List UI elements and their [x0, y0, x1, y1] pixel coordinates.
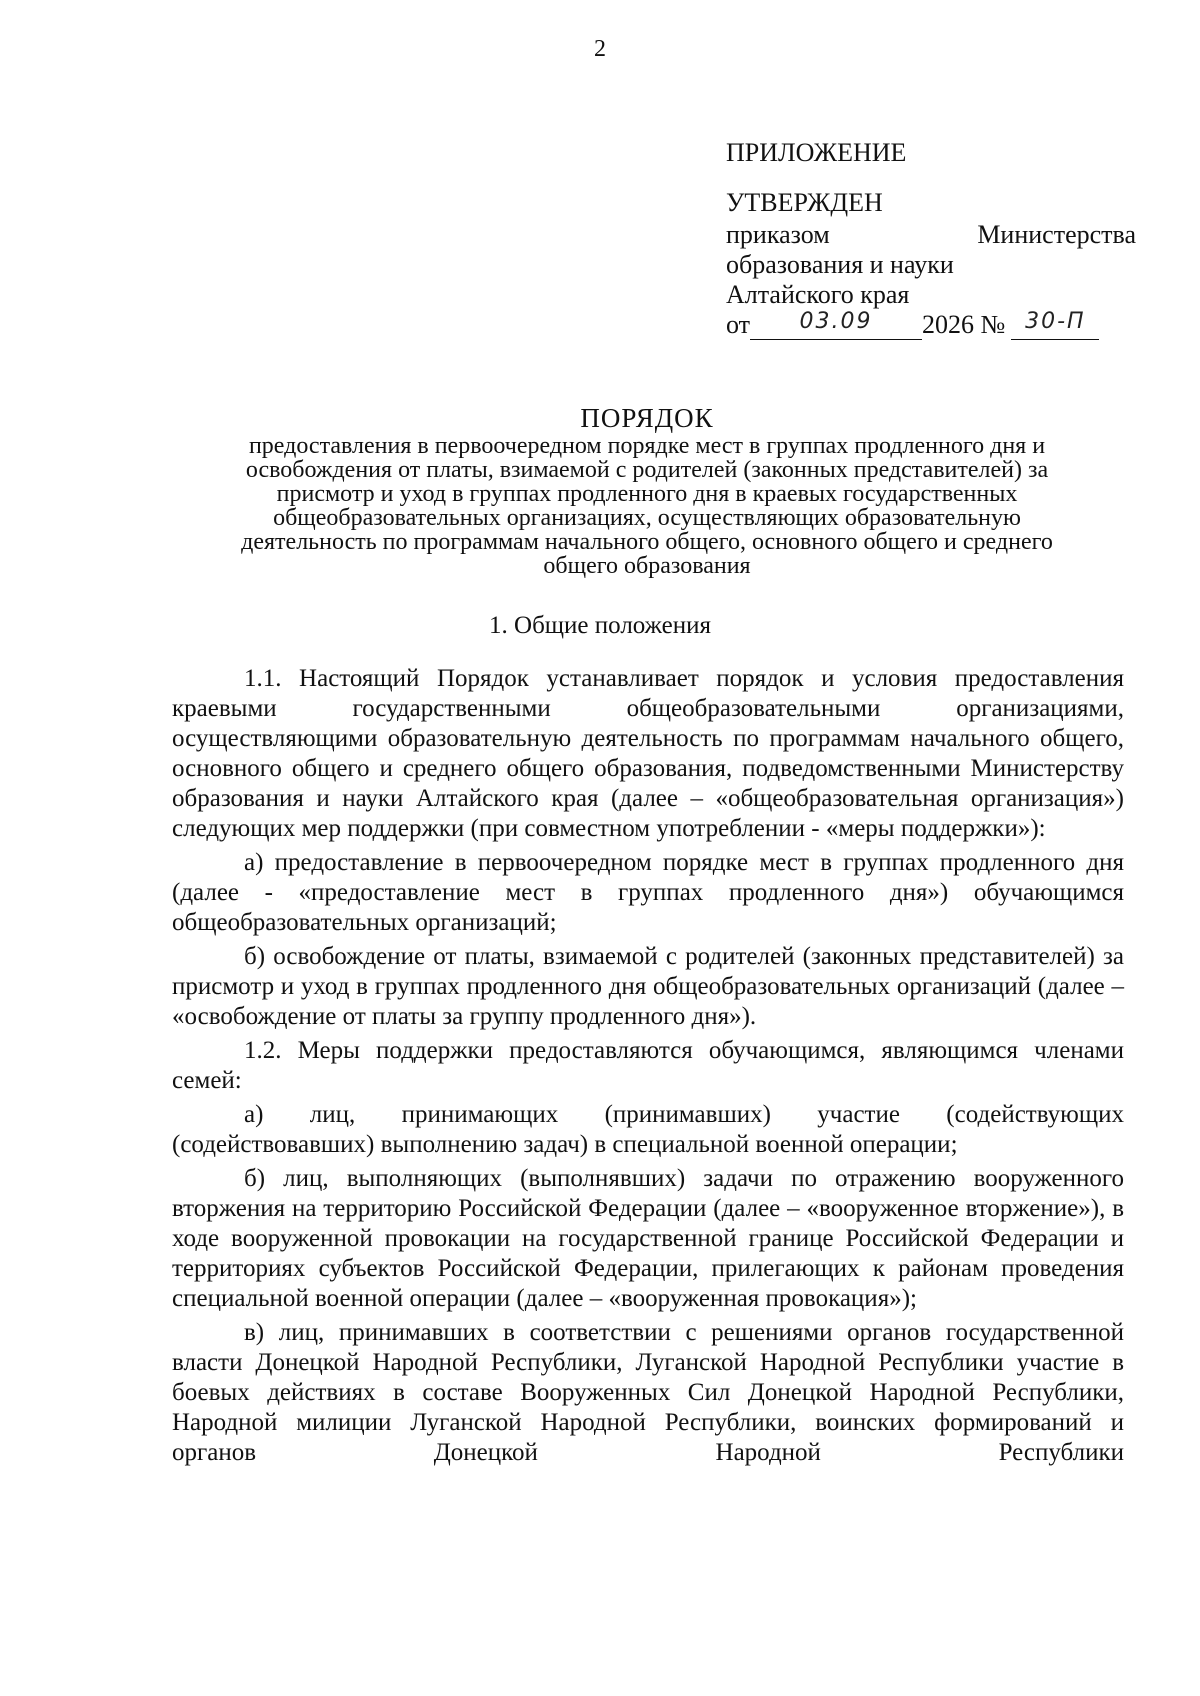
handwritten-number: 30-П [1011, 311, 1099, 340]
section-body [172, 664, 1124, 1472]
order-word: приказом [726, 220, 830, 249]
document-subtitle-line: присмотр и уход в группах продленного дня в краевых государственных [276, 481, 1018, 507]
document-subtitle-line: общеобразовательных организациях, осуществляющих образовательную [273, 505, 1021, 531]
approval-order-line [726, 220, 1136, 250]
paragraph-1-2-a: а) лиц, принимающих (принимавших) участие (содействующих (содействовавших) выполнению задач) в специальной военной операции; [172, 1101, 1124, 1158]
document-title: ПОРЯДОК [580, 403, 714, 433]
approval-line-2: образования и науки [726, 250, 954, 279]
document-subtitle-line: предоставления в первоочередном порядке мест в группах продленного дня и [248, 433, 1046, 459]
page-number: 2 [594, 36, 606, 62]
document-subtitle-line: общего образования [543, 553, 751, 579]
handwritten-date: 03.09 [750, 311, 922, 340]
annex-label: ПРИЛОЖЕНИЕ [726, 138, 907, 167]
paragraph-1-2-b: б) лиц, выполняющих (выполнявших) задачи по отражению вооруженного вторжения на территорию Российской Федерации (далее – «вооруженное вторжение»), в ходе вооруженной провокации на государственной границе Российской Федерации и территориях субъектов Российской Федерации, прилегающих к районам проведения специальной военной операции (далее – «вооруженная провокация»); [172, 1165, 1124, 1312]
paragraph-1-1-a: а) предоставление в первоочередном порядке мест в группах продленного дня (далее - «предоставление мест в группах продленного дня») обучающимся общеобразовательных организаций; [172, 849, 1124, 936]
approval-line-3: Алтайского края [726, 280, 910, 309]
section-heading: 1. Общие положения [489, 612, 711, 639]
approval-date-line [726, 310, 1136, 340]
document-subtitle-line: деятельность по программам начального общего, основного общего и среднего [241, 529, 1053, 555]
approved-label: УТВЕРЖДЕН [726, 188, 883, 217]
approval-block [726, 138, 1136, 340]
year-number-label: 2026 № [922, 310, 1006, 339]
document-subtitle-line: освобождения от платы, взимаемой с родителей (законных представителей) за [245, 457, 1049, 483]
paragraph-1-1: 1.1. Настоящий Порядок устанавливает порядок и условия предоставления краевыми государственными общеобразовательными организациями, осуществляющими образовательную деятельность по программам начального общего, основного общего и среднего общего образования, подведомственными Министерству образования и науки Алтайского края (далее – «общеобразовательная организация») следующих мер поддержки (при совместном употреблении - «меры поддержки»): [172, 665, 1124, 842]
paragraph-1-2-v: в) лиц, принимавших в соответствии с решениями органов государственной власти Донецкой Народной Республики, Луганской Народной Республики участие в боевых действиях в составе Вооруженных Сил Донецкой Народной Республики, Народной милиции Луганской Народной Республики, воинских формирований и органов Донецкой Народной Республики [172, 1319, 1124, 1466]
date-prefix: от [726, 310, 751, 339]
ministry-word: Министерства [977, 220, 1136, 249]
document-title-block [160, 402, 1134, 578]
paragraph-1-1-b: б) освобождение от платы, взимаемой с родителей (законных представителей) за присмотр и уход в группах продленного дня общеобразовательных организаций (далее – «освобождение от платы за группу продленного дня»). [172, 943, 1124, 1030]
paragraph-1-2: 1.2. Меры поддержки предоставляются обучающимся, являющимся членами семей: [172, 1037, 1124, 1094]
